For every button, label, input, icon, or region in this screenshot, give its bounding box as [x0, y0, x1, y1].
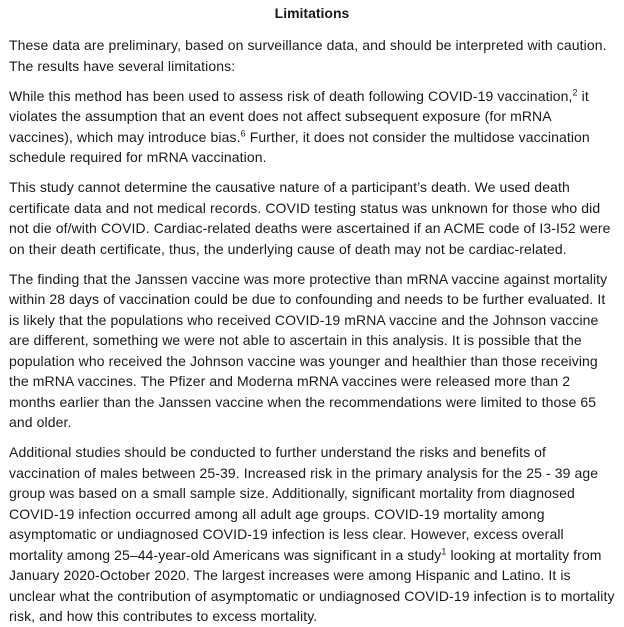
document-title: Limitations [274, 5, 350, 21]
text-run: These data are preliminary, based on surveillance data, and should be interpreted with caution. The results have several limitations: [9, 37, 607, 74]
footnote-reference: 1 [441, 545, 447, 556]
paragraph-janssen-finding [9, 269, 615, 433]
text-run: The finding that the Janssen vaccine was more protective than mRNA vaccine against mortality within 28 days of vaccination could be due to confounding and needs to be further evaluated. It is likely that the populations who received COVID-19 mRNA vaccine and the Johnson vaccine are different, something we were not able to ascertain in this analysis. It is possible that the population who received the Johnson vaccine was younger and healthier than those receiving the mRNA vaccines. The Pfizer and Moderna mRNA vaccines were released more than 2 months earlier than the Janssen vaccine when the recommendations were limited to those 65 and older. [9, 270, 608, 430]
text-run: This study cannot determine the causative nature of a participant’s death. We used death certificate data and not medical records. COVID testing status was unknown for those who did not die of/with COVID. Cardiac-related deaths were ascertained if an ACME code of I3-I52 were on their death certificate, thus, the underlying cause of death may not be cardiac-related. [9, 179, 611, 257]
footnote-reference: 2 [572, 86, 578, 97]
text-run: it violates the assumption that an event does not affect subsequent exposure (for mRNA vaccines), which may introduce bias. [9, 87, 589, 145]
text-run: looking at mortality from January 2020-October 2020. The largest increases were among Hispanic and Latino. It is unclear what the contribution of asymptomatic or undiagnosed COVID-19 infection is to mortality risk, and how this contributes to excess mortality. [9, 546, 615, 624]
text-run: While this method has been used to assess risk of death following COVID-19 vaccination, [9, 87, 573, 104]
footnote-reference: 6 [240, 127, 246, 138]
paragraph-method-bias [9, 86, 615, 168]
paragraph-additional-studies [9, 442, 615, 627]
paragraph-death-certificate [9, 177, 615, 259]
text-run: Further, it does not consider the multidose vaccination schedule required for mRNA vaccination. [9, 128, 590, 165]
paragraph-intro [9, 35, 615, 76]
text-run: Additional studies should be conducted to further understand the risks and benefits of vaccination of males between 25-39. Increased risk in the primary analysis for the 25 - 39 age group was based on a small sample size. Additionally, significant mortality from diagnosed COVID-19 infection occurred among all adult age groups. COVID-19 mortality among asymptomatic or undiagnosed COVID-19 infection is less clear. However, excess overall mortality among 25–44-year-old Americans was significant in a study [9, 444, 599, 563]
